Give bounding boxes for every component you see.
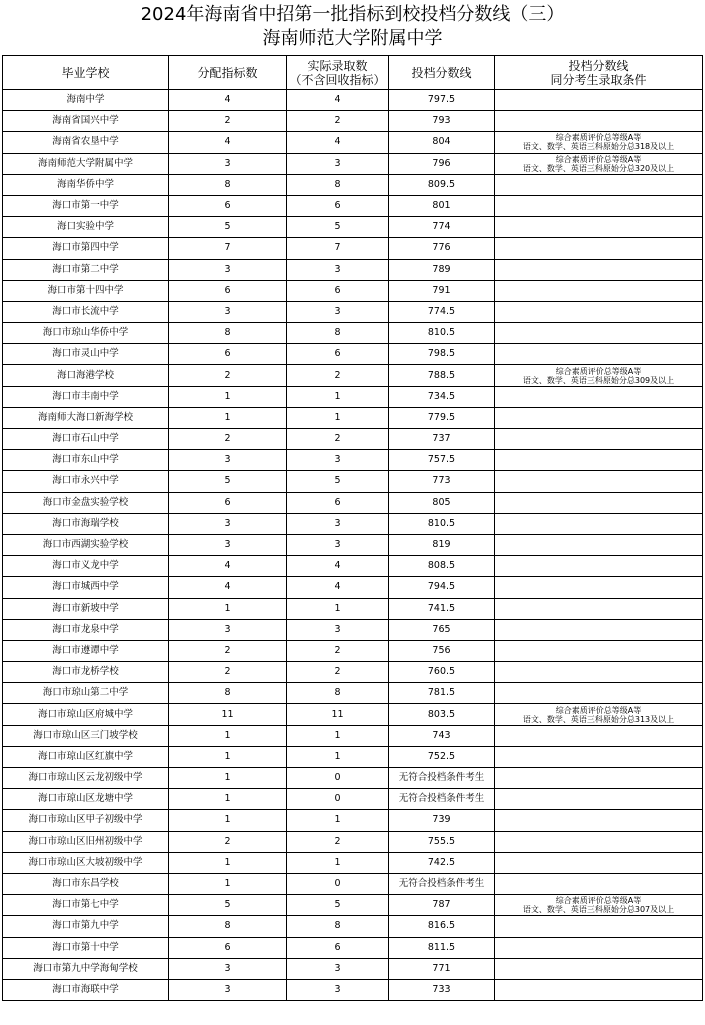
school-cell: 海南中学 bbox=[3, 90, 169, 111]
actual-cell: 1 bbox=[287, 810, 389, 831]
actual-cell: 8 bbox=[287, 174, 389, 195]
school-cell: 海口市永兴中学 bbox=[3, 471, 169, 492]
admission-condition-line1: 综合素质评价总等级A等 bbox=[555, 896, 642, 906]
admission-condition-cell bbox=[495, 153, 703, 174]
table-row bbox=[3, 789, 703, 810]
quota-cell: 1 bbox=[169, 725, 287, 746]
school-cell: 海口市琼山区旧州初级中学 bbox=[3, 831, 169, 852]
school-cell: 海口市金盘实验学校 bbox=[3, 492, 169, 513]
score-cell: 805 bbox=[389, 492, 495, 513]
actual-cell: 6 bbox=[287, 937, 389, 958]
actual-cell: 4 bbox=[287, 90, 389, 111]
table-row bbox=[3, 895, 703, 916]
table-row bbox=[3, 577, 703, 598]
quota-cell: 4 bbox=[169, 90, 287, 111]
table-row bbox=[3, 174, 703, 195]
quota-cell: 8 bbox=[169, 174, 287, 195]
admission-condition-cell bbox=[495, 534, 703, 555]
admission-condition-cell bbox=[495, 280, 703, 301]
quota-cell: 1 bbox=[169, 789, 287, 810]
admission-condition-cell bbox=[495, 704, 703, 725]
score-cell: 801 bbox=[389, 195, 495, 216]
admission-condition-line2: 语文、数学、英语三科原始分总309及以上 bbox=[522, 375, 675, 385]
quota-cell: 2 bbox=[169, 111, 287, 132]
quota-cell: 8 bbox=[169, 323, 287, 344]
quota-cell: 11 bbox=[169, 704, 287, 725]
admission-condition-cell bbox=[495, 132, 703, 153]
admission-condition-cell bbox=[495, 979, 703, 1000]
admission-condition-cell bbox=[495, 831, 703, 852]
score-cell: 791 bbox=[389, 280, 495, 301]
score-cell: 755.5 bbox=[389, 831, 495, 852]
table-row bbox=[3, 386, 703, 407]
actual-cell: 8 bbox=[287, 323, 389, 344]
admission-condition-cell bbox=[495, 217, 703, 238]
score-cell: 739 bbox=[389, 810, 495, 831]
admission-condition-cell bbox=[495, 683, 703, 704]
admission-condition-cell bbox=[495, 301, 703, 322]
admission-condition-cell bbox=[495, 768, 703, 789]
quota-cell: 5 bbox=[169, 471, 287, 492]
admission-condition-cell bbox=[495, 810, 703, 831]
score-cell: 无符合投档条件考生 bbox=[389, 873, 495, 894]
score-cell: 781.5 bbox=[389, 683, 495, 704]
school-cell: 海南师大海口新海学校 bbox=[3, 407, 169, 428]
score-cell: 756 bbox=[389, 640, 495, 661]
score-cell: 757.5 bbox=[389, 450, 495, 471]
table-row bbox=[3, 831, 703, 852]
quota-cell: 3 bbox=[169, 450, 287, 471]
score-cell: 804 bbox=[389, 132, 495, 153]
actual-cell: 5 bbox=[287, 217, 389, 238]
score-cell: 733 bbox=[389, 979, 495, 1000]
table-row bbox=[3, 492, 703, 513]
quota-cell: 4 bbox=[169, 577, 287, 598]
quota-cell: 3 bbox=[169, 534, 287, 555]
document-subtitle: 海南师范大学附属中学 bbox=[262, 28, 443, 49]
admission-condition-line2: 语文、数学、英语三科原始分总307及以上 bbox=[522, 905, 675, 915]
admission-condition-cell bbox=[495, 195, 703, 216]
header-note bbox=[495, 56, 703, 90]
score-cell: 788.5 bbox=[389, 365, 495, 386]
actual-cell: 0 bbox=[287, 873, 389, 894]
table-row bbox=[3, 556, 703, 577]
admission-condition-line2: 语文、数学、英语三科原始分总313及以上 bbox=[522, 714, 675, 724]
actual-cell: 3 bbox=[287, 619, 389, 640]
school-cell: 海口市义龙中学 bbox=[3, 556, 169, 577]
quota-cell: 3 bbox=[169, 153, 287, 174]
admission-condition-line2: 语文、数学、英语三科原始分总320及以上 bbox=[522, 163, 675, 173]
actual-cell: 2 bbox=[287, 429, 389, 450]
score-table bbox=[2, 55, 703, 1001]
admission-condition-cell bbox=[495, 492, 703, 513]
quota-cell: 6 bbox=[169, 492, 287, 513]
header-actual bbox=[287, 56, 389, 90]
school-cell: 海口市长流中学 bbox=[3, 301, 169, 322]
admission-condition-cell bbox=[495, 873, 703, 894]
table-body bbox=[3, 90, 703, 1001]
admission-condition-line1: 综合素质评价总等级A等 bbox=[555, 705, 642, 715]
quota-cell: 2 bbox=[169, 662, 287, 683]
school-cell: 海口市遵谭中学 bbox=[3, 640, 169, 661]
table-row bbox=[3, 132, 703, 153]
table-row bbox=[3, 768, 703, 789]
quota-cell: 6 bbox=[169, 195, 287, 216]
school-cell: 海口市琼山区龙塘中学 bbox=[3, 789, 169, 810]
quota-cell: 3 bbox=[169, 301, 287, 322]
table-row bbox=[3, 979, 703, 1000]
table-row bbox=[3, 683, 703, 704]
table-row bbox=[3, 111, 703, 132]
score-cell: 无符合投档条件考生 bbox=[389, 789, 495, 810]
admission-condition-cell bbox=[495, 577, 703, 598]
table-row bbox=[3, 323, 703, 344]
score-cell: 774 bbox=[389, 217, 495, 238]
quota-cell: 1 bbox=[169, 873, 287, 894]
actual-cell: 1 bbox=[287, 407, 389, 428]
actual-cell: 3 bbox=[287, 259, 389, 280]
admission-condition-cell bbox=[495, 916, 703, 937]
admission-condition-cell bbox=[495, 852, 703, 873]
school-cell: 海口市琼山区大坡初级中学 bbox=[3, 852, 169, 873]
score-cell: 742.5 bbox=[389, 852, 495, 873]
score-cell: 760.5 bbox=[389, 662, 495, 683]
quota-cell: 6 bbox=[169, 280, 287, 301]
school-cell: 海口市城西中学 bbox=[3, 577, 169, 598]
table-row bbox=[3, 746, 703, 767]
header-actual-line2: （不含回收指标） bbox=[289, 72, 386, 87]
score-cell: 无符合投档条件考生 bbox=[389, 768, 495, 789]
school-cell: 海口市海联中学 bbox=[3, 979, 169, 1000]
actual-cell: 4 bbox=[287, 132, 389, 153]
actual-cell: 6 bbox=[287, 344, 389, 365]
admission-condition-cell bbox=[495, 662, 703, 683]
admission-condition-cell bbox=[495, 386, 703, 407]
admission-condition-cell bbox=[495, 556, 703, 577]
table-row bbox=[3, 640, 703, 661]
header-quota: 分配指标数 bbox=[169, 56, 287, 90]
table-row bbox=[3, 259, 703, 280]
header-note-line2: 同分考生录取条件 bbox=[550, 72, 647, 87]
table-row bbox=[3, 534, 703, 555]
admission-condition-cell bbox=[495, 111, 703, 132]
quota-cell: 3 bbox=[169, 513, 287, 534]
school-cell: 海口市东山中学 bbox=[3, 450, 169, 471]
actual-cell: 3 bbox=[287, 301, 389, 322]
actual-cell: 2 bbox=[287, 831, 389, 852]
admission-condition-cell bbox=[495, 344, 703, 365]
table-row bbox=[3, 280, 703, 301]
admission-condition-cell bbox=[495, 513, 703, 534]
quota-cell: 5 bbox=[169, 217, 287, 238]
admission-condition-cell bbox=[495, 471, 703, 492]
actual-cell: 3 bbox=[287, 450, 389, 471]
admission-condition-cell bbox=[495, 746, 703, 767]
document-header bbox=[0, 0, 705, 51]
table-row bbox=[3, 344, 703, 365]
quota-cell: 4 bbox=[169, 556, 287, 577]
document-title: 2024年海南省中招第一批指标到校投档分数线（三） bbox=[140, 4, 565, 25]
actual-cell: 4 bbox=[287, 556, 389, 577]
actual-cell: 5 bbox=[287, 895, 389, 916]
quota-cell: 1 bbox=[169, 746, 287, 767]
table-row bbox=[3, 916, 703, 937]
admission-condition-cell bbox=[495, 895, 703, 916]
actual-cell: 6 bbox=[287, 280, 389, 301]
quota-cell: 3 bbox=[169, 979, 287, 1000]
school-cell: 海口市海瑞学校 bbox=[3, 513, 169, 534]
score-cell: 737 bbox=[389, 429, 495, 450]
school-cell: 海口市第十中学 bbox=[3, 937, 169, 958]
quota-cell: 3 bbox=[169, 259, 287, 280]
table-row bbox=[3, 450, 703, 471]
actual-cell: 1 bbox=[287, 852, 389, 873]
school-cell: 海口市第七中学 bbox=[3, 895, 169, 916]
school-cell: 海口市琼山区甲子初级中学 bbox=[3, 810, 169, 831]
score-cell: 798.5 bbox=[389, 344, 495, 365]
actual-cell: 1 bbox=[287, 746, 389, 767]
admission-condition-cell bbox=[495, 174, 703, 195]
quota-cell: 3 bbox=[169, 958, 287, 979]
school-cell: 海口市新坡中学 bbox=[3, 598, 169, 619]
quota-cell: 1 bbox=[169, 768, 287, 789]
score-cell: 796 bbox=[389, 153, 495, 174]
school-cell: 海口海港学校 bbox=[3, 365, 169, 386]
admission-condition-cell bbox=[495, 598, 703, 619]
school-cell: 海口市第二中学 bbox=[3, 259, 169, 280]
score-cell: 734.5 bbox=[389, 386, 495, 407]
admission-condition-cell bbox=[495, 259, 703, 280]
admission-condition-cell bbox=[495, 958, 703, 979]
score-cell: 779.5 bbox=[389, 407, 495, 428]
admission-condition-cell bbox=[495, 789, 703, 810]
school-cell: 海口市琼山第二中学 bbox=[3, 683, 169, 704]
quota-cell: 1 bbox=[169, 598, 287, 619]
actual-cell: 2 bbox=[287, 640, 389, 661]
actual-cell: 0 bbox=[287, 789, 389, 810]
score-cell: 741.5 bbox=[389, 598, 495, 619]
school-cell: 海口市龙桥学校 bbox=[3, 662, 169, 683]
actual-cell: 3 bbox=[287, 534, 389, 555]
school-cell: 海口市第十四中学 bbox=[3, 280, 169, 301]
score-cell: 808.5 bbox=[389, 556, 495, 577]
quota-cell: 1 bbox=[169, 386, 287, 407]
quota-cell: 1 bbox=[169, 852, 287, 873]
school-cell: 海口市琼山华侨中学 bbox=[3, 323, 169, 344]
quota-cell: 8 bbox=[169, 683, 287, 704]
score-cell: 811.5 bbox=[389, 937, 495, 958]
admission-condition-cell bbox=[495, 238, 703, 259]
school-cell: 海南华侨中学 bbox=[3, 174, 169, 195]
school-cell: 海口市第一中学 bbox=[3, 195, 169, 216]
actual-cell: 6 bbox=[287, 492, 389, 513]
admission-condition-cell bbox=[495, 937, 703, 958]
school-cell: 海口市琼山区府城中学 bbox=[3, 704, 169, 725]
table-row bbox=[3, 365, 703, 386]
quota-cell: 1 bbox=[169, 407, 287, 428]
score-cell: 803.5 bbox=[389, 704, 495, 725]
score-cell: 752.5 bbox=[389, 746, 495, 767]
actual-cell: 8 bbox=[287, 916, 389, 937]
score-cell: 771 bbox=[389, 958, 495, 979]
table-row bbox=[3, 852, 703, 873]
actual-cell: 6 bbox=[287, 195, 389, 216]
actual-cell: 1 bbox=[287, 598, 389, 619]
actual-cell: 3 bbox=[287, 958, 389, 979]
table-row bbox=[3, 810, 703, 831]
quota-cell: 2 bbox=[169, 365, 287, 386]
actual-cell: 11 bbox=[287, 704, 389, 725]
quota-cell: 3 bbox=[169, 619, 287, 640]
header-note-line1: 投档分数线 bbox=[568, 58, 629, 73]
table-row bbox=[3, 153, 703, 174]
score-cell: 743 bbox=[389, 725, 495, 746]
school-cell: 海口市琼山区红旗中学 bbox=[3, 746, 169, 767]
table-row bbox=[3, 598, 703, 619]
score-cell: 776 bbox=[389, 238, 495, 259]
admission-condition-line1: 综合素质评价总等级A等 bbox=[555, 133, 642, 143]
school-cell: 海南省国兴中学 bbox=[3, 111, 169, 132]
admission-condition-cell bbox=[495, 323, 703, 344]
table-row bbox=[3, 619, 703, 640]
table-row bbox=[3, 937, 703, 958]
table-header-row bbox=[3, 56, 703, 90]
school-cell: 海口市琼山区云龙初级中学 bbox=[3, 768, 169, 789]
table-row bbox=[3, 873, 703, 894]
school-cell: 海口市石山中学 bbox=[3, 429, 169, 450]
school-cell: 海口市西湖实验学校 bbox=[3, 534, 169, 555]
actual-cell: 1 bbox=[287, 725, 389, 746]
school-cell: 海口市第九中学 bbox=[3, 916, 169, 937]
header-actual-line1: 实际录取数 bbox=[307, 58, 368, 73]
score-cell: 774.5 bbox=[389, 301, 495, 322]
score-cell: 789 bbox=[389, 259, 495, 280]
admission-condition-cell bbox=[495, 429, 703, 450]
admission-condition-line1: 综合素质评价总等级A等 bbox=[555, 154, 642, 164]
table-row bbox=[3, 662, 703, 683]
school-cell: 海口市龙泉中学 bbox=[3, 619, 169, 640]
school-cell: 海口市灵山中学 bbox=[3, 344, 169, 365]
score-cell: 765 bbox=[389, 619, 495, 640]
actual-cell: 2 bbox=[287, 662, 389, 683]
table-row bbox=[3, 217, 703, 238]
score-cell: 810.5 bbox=[389, 513, 495, 534]
quota-cell: 7 bbox=[169, 238, 287, 259]
score-cell: 810.5 bbox=[389, 323, 495, 344]
table-row bbox=[3, 301, 703, 322]
score-cell: 797.5 bbox=[389, 90, 495, 111]
quota-cell: 6 bbox=[169, 344, 287, 365]
admission-condition-line1: 综合素质评价总等级A等 bbox=[555, 366, 642, 376]
header-score: 投档分数线 bbox=[389, 56, 495, 90]
admission-condition-cell bbox=[495, 450, 703, 471]
table-row bbox=[3, 90, 703, 111]
admission-condition-cell bbox=[495, 619, 703, 640]
table-row bbox=[3, 407, 703, 428]
school-cell: 海口实验中学 bbox=[3, 217, 169, 238]
admission-condition-cell bbox=[495, 640, 703, 661]
actual-cell: 3 bbox=[287, 153, 389, 174]
school-cell: 海口市丰南中学 bbox=[3, 386, 169, 407]
table-row bbox=[3, 471, 703, 492]
admission-condition-cell bbox=[495, 90, 703, 111]
admission-condition-line2: 语文、数学、英语三科原始分总318及以上 bbox=[522, 142, 675, 152]
quota-cell: 2 bbox=[169, 640, 287, 661]
header-school: 毕业学校 bbox=[3, 56, 169, 90]
table-row bbox=[3, 429, 703, 450]
score-cell: 809.5 bbox=[389, 174, 495, 195]
actual-cell: 7 bbox=[287, 238, 389, 259]
quota-cell: 5 bbox=[169, 895, 287, 916]
table-row bbox=[3, 704, 703, 725]
table-row bbox=[3, 195, 703, 216]
actual-cell: 2 bbox=[287, 365, 389, 386]
quota-cell: 2 bbox=[169, 831, 287, 852]
score-cell: 816.5 bbox=[389, 916, 495, 937]
admission-condition-cell bbox=[495, 407, 703, 428]
score-cell: 787 bbox=[389, 895, 495, 916]
school-cell: 海口市琼山区三门坡学校 bbox=[3, 725, 169, 746]
admission-condition-cell bbox=[495, 725, 703, 746]
score-cell: 819 bbox=[389, 534, 495, 555]
admission-condition-cell bbox=[495, 365, 703, 386]
score-cell: 794.5 bbox=[389, 577, 495, 598]
actual-cell: 3 bbox=[287, 513, 389, 534]
table-row bbox=[3, 725, 703, 746]
table-row bbox=[3, 513, 703, 534]
school-cell: 海南师范大学附属中学 bbox=[3, 153, 169, 174]
actual-cell: 4 bbox=[287, 577, 389, 598]
score-cell: 793 bbox=[389, 111, 495, 132]
quota-cell: 6 bbox=[169, 937, 287, 958]
quota-cell: 1 bbox=[169, 810, 287, 831]
school-cell: 海口市东昌学校 bbox=[3, 873, 169, 894]
actual-cell: 0 bbox=[287, 768, 389, 789]
actual-cell: 1 bbox=[287, 386, 389, 407]
actual-cell: 3 bbox=[287, 979, 389, 1000]
school-cell: 海口市第九中学海甸学校 bbox=[3, 958, 169, 979]
quota-cell: 4 bbox=[169, 132, 287, 153]
quota-cell: 8 bbox=[169, 916, 287, 937]
actual-cell: 8 bbox=[287, 683, 389, 704]
actual-cell: 2 bbox=[287, 111, 389, 132]
quota-cell: 2 bbox=[169, 429, 287, 450]
table-row bbox=[3, 238, 703, 259]
table-row bbox=[3, 958, 703, 979]
school-cell: 海口市第四中学 bbox=[3, 238, 169, 259]
score-cell: 773 bbox=[389, 471, 495, 492]
actual-cell: 5 bbox=[287, 471, 389, 492]
school-cell: 海南省农垦中学 bbox=[3, 132, 169, 153]
